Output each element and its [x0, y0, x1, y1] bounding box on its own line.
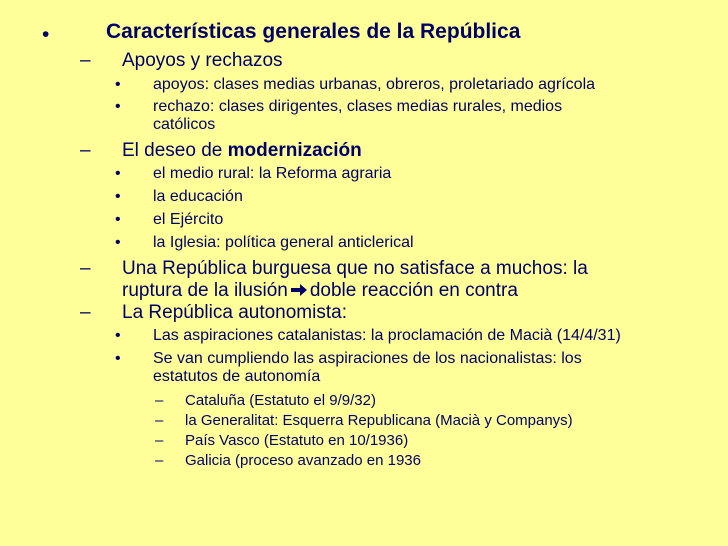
heading-bold: modernización — [227, 140, 362, 161]
dash-marker: – — [80, 50, 91, 71]
list-item: el Ejército — [153, 211, 224, 228]
dash-marker: – — [155, 452, 164, 469]
heading-modernizacion — [122, 140, 362, 162]
bullet-marker: • — [115, 98, 121, 115]
list-item: la Iglesia: política general anticlerical — [153, 234, 414, 251]
bullet-marker: • — [115, 211, 121, 228]
dash-marker: – — [155, 432, 164, 449]
burguesa-prefix: ruptura de la ilusión — [122, 280, 288, 301]
sub-item: Galicia (proceso avanzado en 1936 — [185, 452, 421, 469]
heading-burguesa-cont — [122, 280, 518, 302]
bullet-marker: • — [115, 350, 121, 367]
burguesa-suffix: doble reacción en contra — [309, 280, 518, 301]
heading-prefix: El deseo de — [122, 140, 228, 161]
dash-marker: – — [155, 412, 164, 429]
bullet-marker: • — [115, 76, 121, 93]
heading-autonomista: La República autonomista: — [122, 302, 347, 323]
right-arrow-icon — [290, 283, 308, 297]
title-bullet: • — [42, 23, 50, 46]
list-item-continuation: católicos — [153, 116, 216, 133]
sub-item: País Vasco (Estatuto en 10/1936) — [185, 432, 409, 449]
list-item: apoyos: clases medias urbanas, obreros, proletariado agrícola — [153, 76, 596, 93]
list-item-continuation: estatutos de autonomía — [153, 368, 321, 385]
dash-marker: – — [80, 140, 91, 161]
list-item: Las aspiraciones catalanistas: la proclamación de Macià (14/4/31) — [153, 327, 621, 344]
list-item: Se van cumpliendo las aspiraciones de los nacionalistas: los — [153, 350, 582, 367]
list-item: el medio rural: la Reforma agraria — [153, 165, 392, 182]
sub-item: la Generalitat: Esquerra Republicana (Macià y Companys) — [185, 412, 573, 429]
bullet-marker: • — [115, 327, 121, 344]
dash-marker: – — [80, 302, 91, 323]
slide-title: Características generales de la República — [106, 20, 521, 43]
bullet-marker: • — [115, 165, 121, 182]
list-item: la educación — [153, 188, 243, 205]
dash-marker: – — [155, 392, 164, 409]
heading-burguesa: Una República burguesa que no satisface a muchos: la — [122, 258, 588, 279]
dash-marker: – — [80, 258, 91, 279]
sub-item: Cataluña (Estatuto el 9/9/32) — [185, 392, 376, 409]
heading-apoyos: Apoyos y rechazos — [122, 50, 283, 71]
list-item: rechazo: clases dirigentes, clases medias rurales, medios — [153, 98, 563, 115]
bullet-marker: • — [115, 188, 121, 205]
bullet-marker: • — [115, 234, 121, 251]
